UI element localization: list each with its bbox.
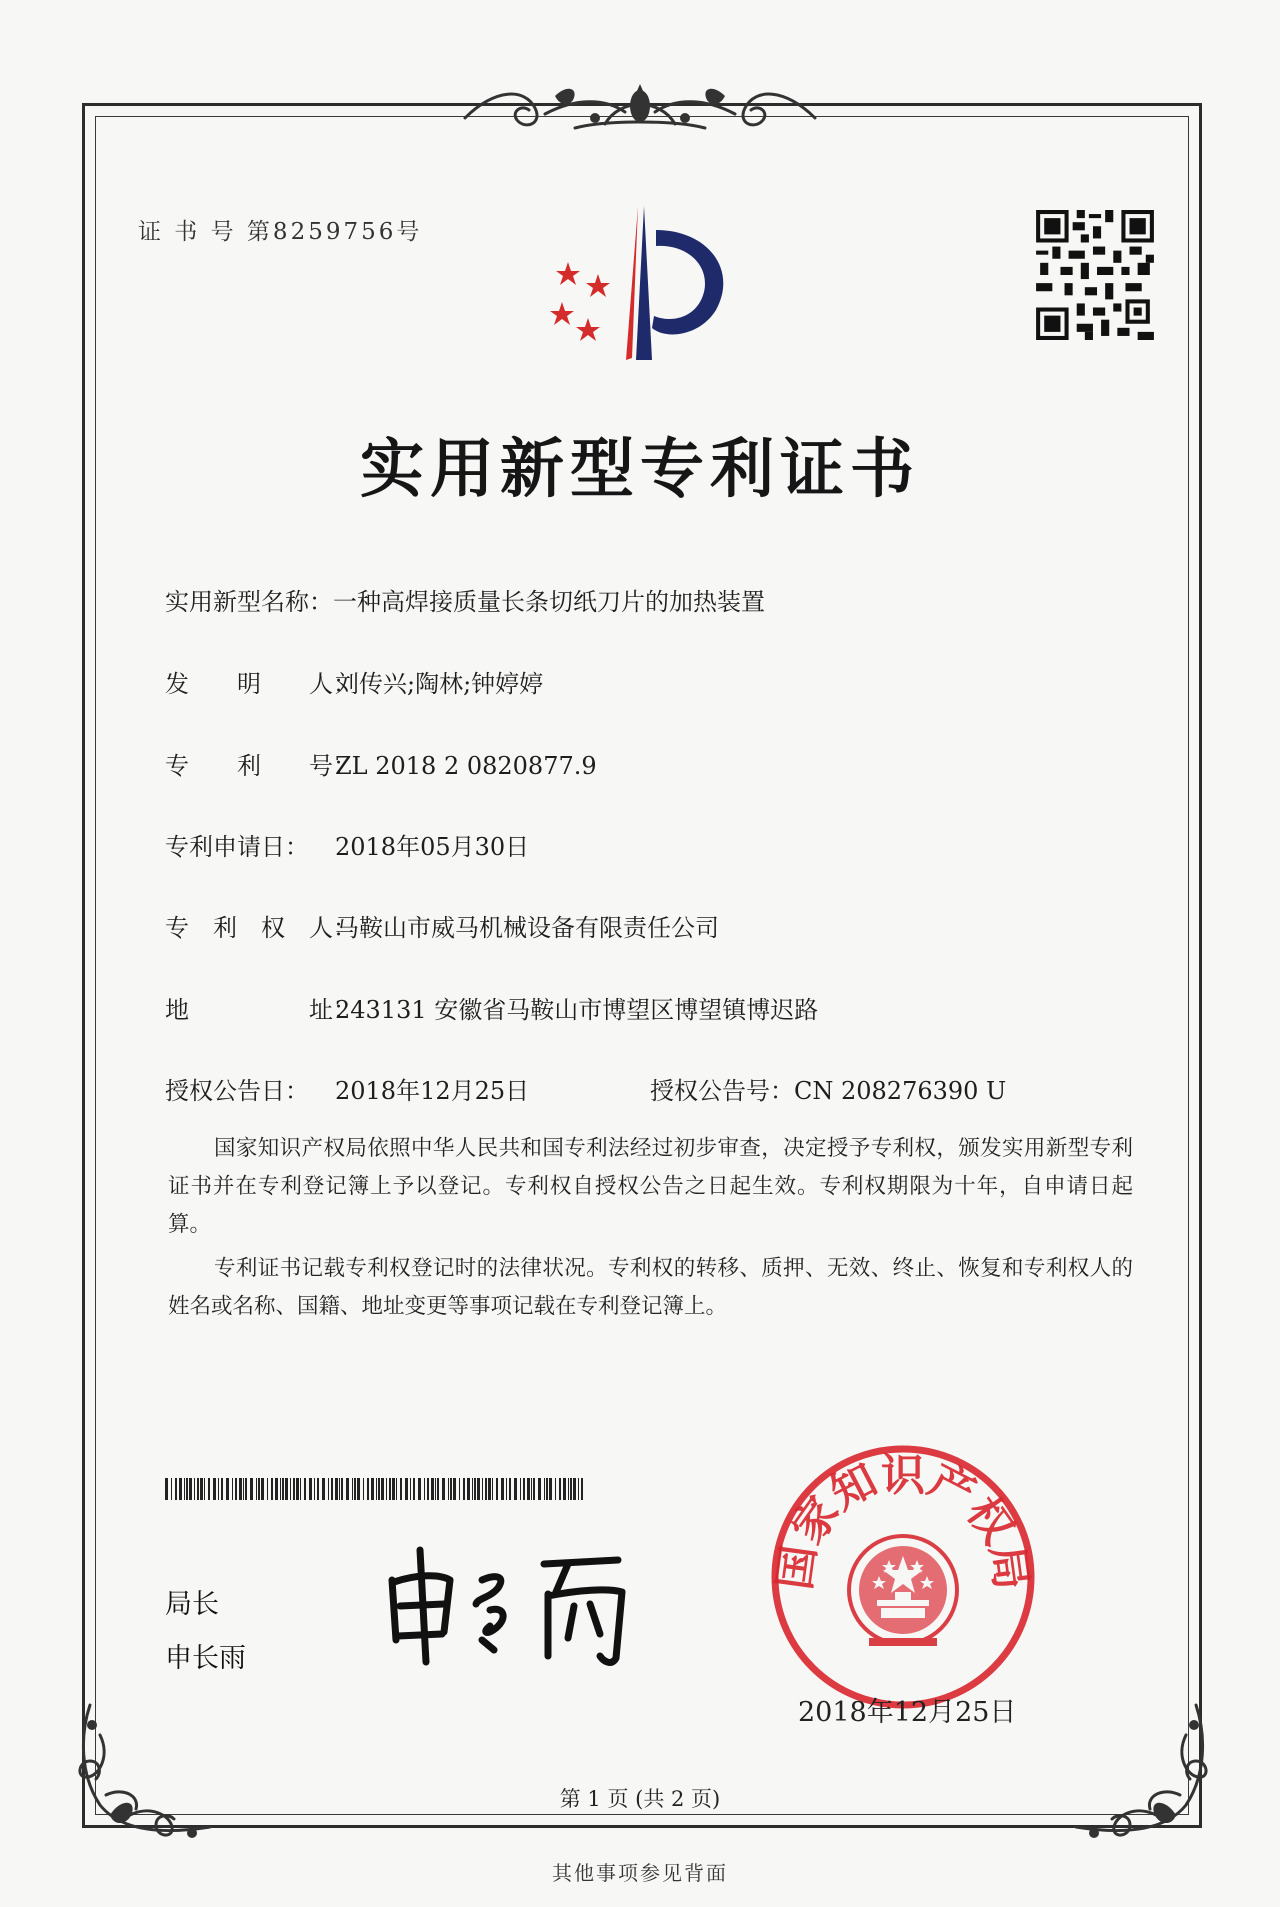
field-patentee [165, 908, 719, 943]
field-label: 专 利 号： [165, 752, 357, 780]
field-value: 2018年12月25日 [335, 1077, 530, 1105]
field-grant-date [165, 1071, 529, 1106]
national-emblem-icon [849, 1536, 957, 1646]
field-value: 马鞍山市威马机械设备有限责任公司 [335, 914, 719, 942]
footer-note: 其他事项参见背面 [552, 1861, 728, 1885]
field-value: ZL 2018 2 0820877.9 [335, 752, 597, 780]
official-seal-icon [768, 1442, 1038, 1712]
field-patent-number [165, 746, 597, 781]
certificate-number: 证 书 号 第8259756号 [138, 219, 423, 245]
field-grant-number [650, 1071, 1006, 1106]
qr-code-icon [1036, 210, 1154, 340]
paragraph-text: 国家知识产权局依照中华人民共和国专利法经过初步审查，决定授予专利权，颁发实用新型专利证书并在专利登记簿上予以登记。专利权自授权公告之日起生效。专利权期限为十年，自申请日起算。 [168, 1136, 1133, 1237]
barcode-icon [165, 1478, 585, 1500]
field-label: 地 址： [165, 996, 357, 1024]
seal-text: 国家知识产权局 [769, 1449, 1037, 1593]
field-value: 一种高焊接质量长条切纸刀片的加热装置 [333, 588, 765, 616]
field-value: 243131 安徽省马鞍山市博望区博望镇博迟路 [335, 996, 819, 1024]
sipo-logo-icon [548, 200, 738, 362]
field-value: CN 208276390 U [794, 1077, 1007, 1105]
certificate-title: 实用新型专利证书 [360, 433, 920, 507]
page-number: 第 1 页 (共 2 页) [559, 1787, 721, 1811]
bottom-right-ornament-icon [1066, 1695, 1216, 1845]
body-paragraph-2 [168, 1250, 1133, 1326]
field-label: 专 利 权 人： [165, 914, 357, 942]
field-address [165, 990, 818, 1025]
handwritten-signature-icon [378, 1540, 648, 1670]
body-paragraph-1 [168, 1130, 1133, 1244]
field-value: 2018年05月30日 [335, 833, 530, 861]
director-title: 局长 [165, 1589, 219, 1620]
field-value: 刘传兴;陶林;钟婷婷 [335, 670, 544, 698]
field-label: 实用新型名称： [165, 588, 333, 616]
top-ornament-icon [455, 78, 825, 140]
field-label: 专利申请日： [165, 833, 309, 861]
director-name: 申长雨 [165, 1643, 246, 1674]
field-label: 授权公告日： [165, 1077, 309, 1105]
field-filing-date [165, 827, 529, 862]
seal-date: 2018年12月25日 [798, 1697, 1017, 1728]
field-inventor [165, 664, 543, 699]
bottom-left-ornament-icon [70, 1695, 220, 1845]
field-utility-model-name [165, 582, 765, 617]
paragraph-text: 专利证书记载专利权登记时的法律状况。专利权的转移、质押、无效、终止、恢复和专利权人的姓名或名称、国籍、地址变更等事项记载在专利登记簿上。 [168, 1256, 1133, 1319]
field-label: 授权公告号： [650, 1077, 794, 1105]
field-label: 发 明 人： [165, 670, 357, 698]
